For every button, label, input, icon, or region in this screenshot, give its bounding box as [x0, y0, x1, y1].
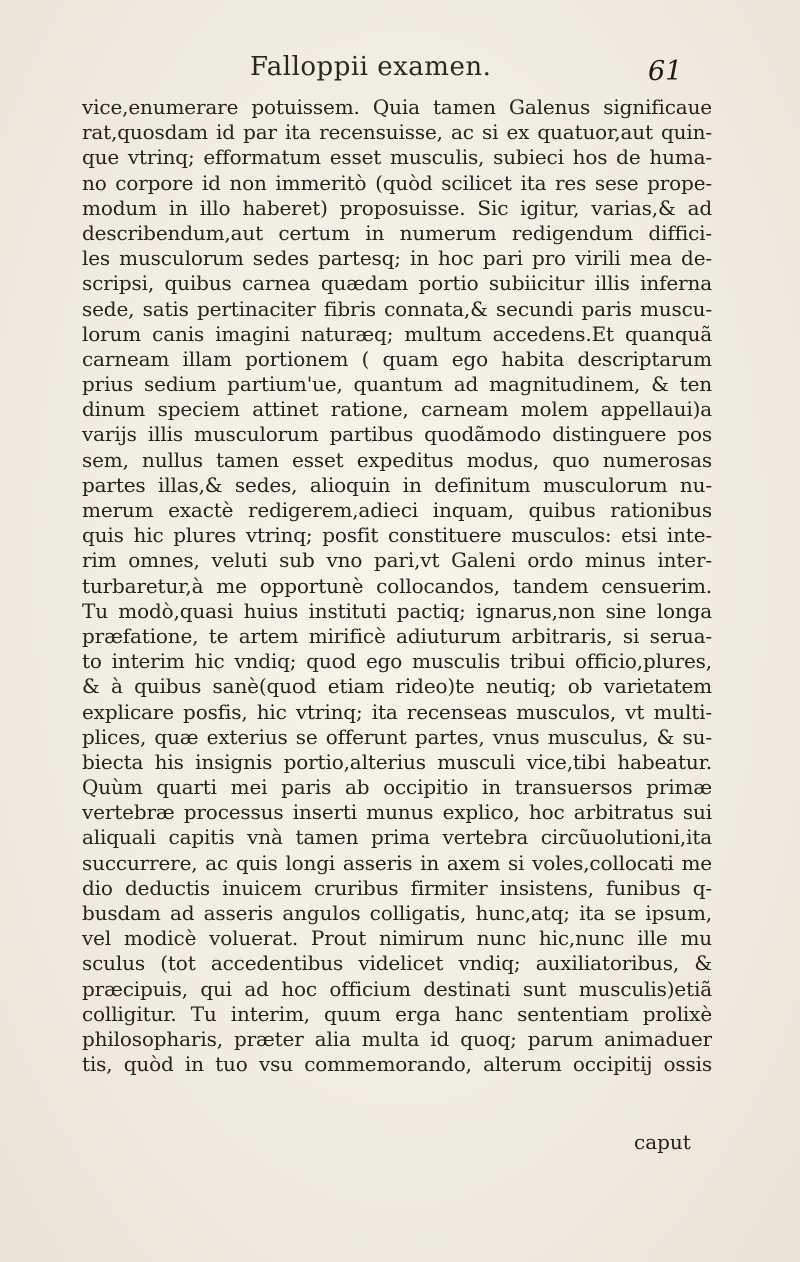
running-head: Falloppii examen. [250, 52, 492, 82]
text-line: præcipuis, qui ad hoc officium destinati sunt musculis)etiã [82, 976, 712, 1001]
text-line: carneam illam portionem ( quam ego habita descriptarum [82, 346, 712, 371]
body-text [82, 95, 712, 1077]
text-line: dinum speciem attinet ratione, carneam molem appellaui)a [82, 397, 712, 422]
text-line: plices, quæ exterius se offerunt partes, vnus musculus, & su- [82, 724, 712, 749]
text-line: que vtrinq; efformatum esset musculis, subieci hos de huma- [82, 145, 712, 170]
text-line: modum in illo haberet) proposuisse. Sic igitur, varias,& ad [82, 195, 712, 220]
text-line: succurrere, ac quis longi asseris in axem si voles,collocati me [82, 850, 712, 875]
text-line: merum exactè redigerem,adieci inquam, quibus rationibus [82, 498, 712, 522]
text-line: rim omnes, veluti sub vno pari,vt Galeni ordo minus inter- [82, 548, 712, 573]
text-line: rat,quosdam id par ita recensuisse, ac si ex quatuor,aut quin- [82, 120, 712, 145]
text-line: vice,enumerare potuissem. Quia tamen Galenus significaue [82, 95, 712, 119]
text-line: tis, quòd in tuo vsu commemorando, alterum occipitij ossis [82, 1052, 712, 1077]
text-line: les musculorum sedes partesq; in hoc pari pro virili mea de- [82, 246, 712, 271]
text-line: varijs illis musculorum partibus quodãmodo distinguere pos [82, 422, 712, 447]
text-line: & à quibus sanè(quod etiam rideo)te neutiq; ob varietatem [82, 674, 712, 699]
text-line: sculus (tot accedentibus videlicet vndiq; auxiliatoribus, & [82, 951, 712, 976]
text-line: prius sedium partium'ue, quantum ad magnitudinem, & ten [82, 372, 712, 397]
catchword: caput [634, 1130, 691, 1154]
text-line: biecta his insignis portio,alterius musculi vice,tibi habeatur. [82, 749, 712, 774]
text-line: vertebræ processus inserti munus explico, hoc arbitratus sui [82, 800, 712, 825]
text-line: Tu modò,quasi huius instituti pactiq; ignarus,non sine longa [82, 598, 712, 623]
text-line: describendum,aut certum in numerum redigendum diffici- [82, 220, 712, 245]
text-line: turbaretur,à me opportunè collocandos, tandem censuerim. [82, 573, 712, 598]
text-line: partes illas,& sedes, alioquin in definitum musculorum nu- [82, 472, 712, 497]
text-line: scripsi, quibus carnea quædam portio subiicitur illis inferna [82, 271, 712, 296]
text-line: vel modicè voluerat. Prout nimirum nunc hic,nunc ille mu [82, 926, 712, 951]
text-line: dio deductis inuicem cruribus firmiter insistens, funibus q- [82, 875, 712, 900]
text-line: philosopharis, præter alia multa id quoq; parum animaduer [82, 1026, 712, 1051]
text-line: præfatione, te artem mirificè adiuturum arbitraris, si serua- [82, 623, 712, 648]
text-line: sem, nullus tamen esset expeditus modus, quo numerosas [82, 447, 712, 472]
text-line: lorum canis imagini naturæq; multum accedens.Et quanquã [82, 321, 712, 346]
text-line: explicare posfis, hic vtrinq; ita recenseas musculos, vt multi- [82, 699, 712, 724]
text-line: to interim hic vndiq; quod ego musculis tribui officio,plures, [82, 649, 712, 674]
text-line: no corpore id non immeritò (quòd scilicet ita res sese prope- [82, 170, 712, 195]
text-line: Quùm quarti mei paris ab occipitio in transuersos primæ [82, 775, 712, 800]
text-line: busdam ad asseris angulos colligatis, hunc,atq; ita se ipsum, [82, 901, 712, 925]
text-line: aliquali capitis vnà tamen prima vertebra circũuolutioni,ita [82, 825, 712, 850]
text-line: quis hic plures vtrinq; posfit constituere musculos: etsi inte- [82, 523, 712, 548]
page-number: 61 [648, 56, 683, 87]
text-line: sede, satis pertinaciter fibris connata,& secundi paris muscu- [82, 296, 712, 321]
text-line: colligitur. Tu interim, quum erga hanc sententiam prolixè [82, 1001, 712, 1026]
